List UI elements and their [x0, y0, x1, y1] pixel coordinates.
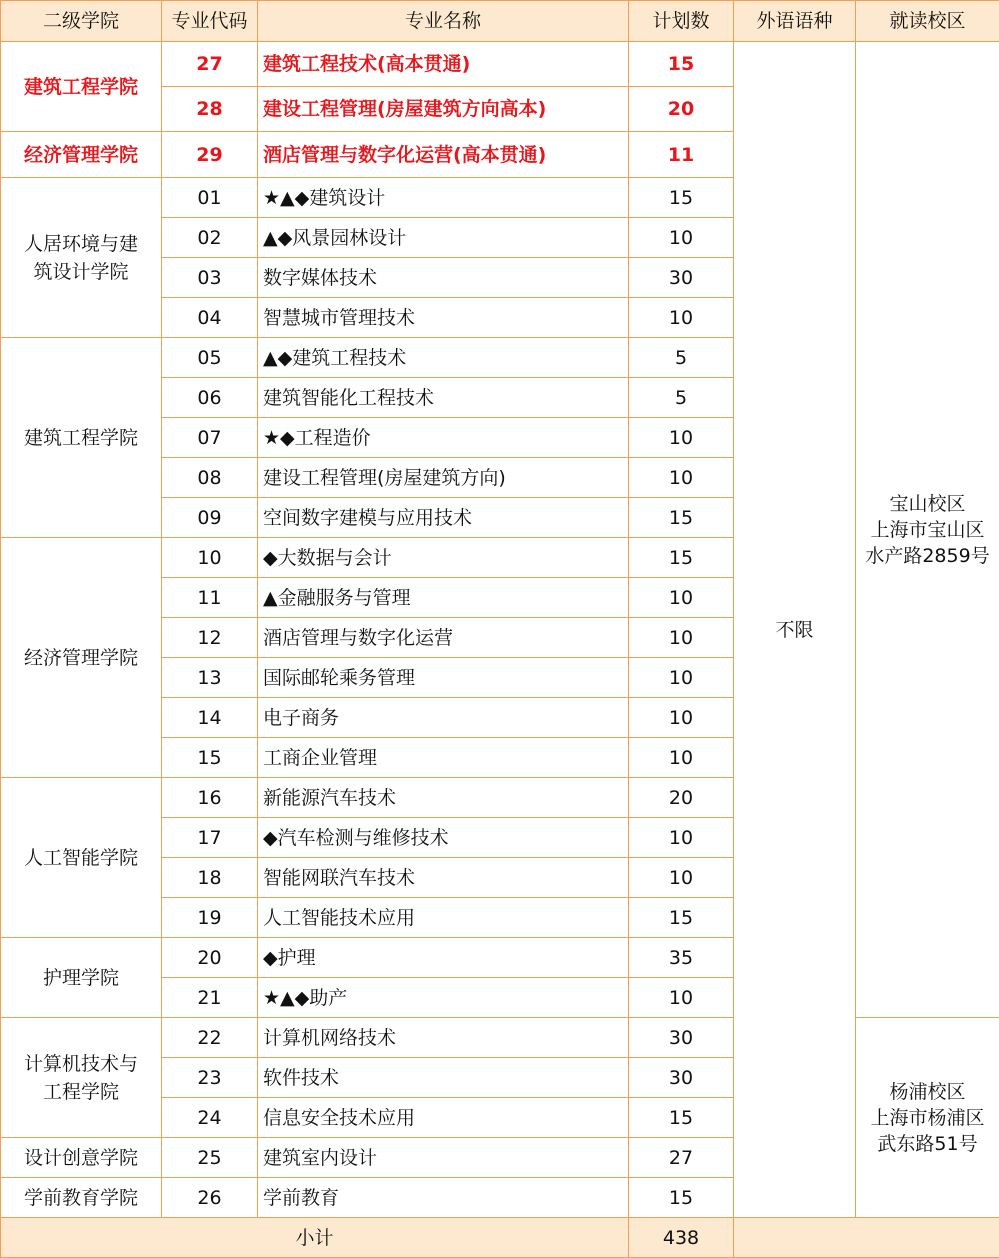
major-name: 计算机网络技术 [258, 1018, 629, 1058]
major-code: 24 [162, 1098, 258, 1138]
major-name: 学前教育 [258, 1178, 629, 1218]
plan-count: 5 [629, 338, 734, 378]
college-cell: 护理学院 [1, 938, 162, 1018]
major-name: ◆护理 [258, 938, 629, 978]
plan-count: 20 [629, 87, 734, 132]
total-row [1, 1218, 999, 1258]
header-major-name: 专业名称 [258, 1, 629, 42]
header-plan-count: 计划数 [629, 1, 734, 42]
campus-address-line1: 上海市宝山区 [856, 517, 999, 543]
major-code: 23 [162, 1058, 258, 1098]
header-language: 外语语种 [734, 1, 856, 42]
major-name: 工商企业管理 [258, 738, 629, 778]
major-name: 空间数字建模与应用技术 [258, 498, 629, 538]
plan-count: 30 [629, 1018, 734, 1058]
college-cell [1, 1018, 162, 1138]
major-name: ▲◆建筑工程技术 [258, 338, 629, 378]
plan-count: 15 [629, 1098, 734, 1138]
major-code: 29 [162, 132, 258, 178]
major-name: 建设工程管理(房屋建筑方向) [258, 458, 629, 498]
major-name: 建设工程管理(房屋建筑方向高本) [258, 87, 629, 132]
major-name: 建筑室内设计 [258, 1138, 629, 1178]
major-code: 19 [162, 898, 258, 938]
major-name: ★▲◆助产 [258, 978, 629, 1018]
major-code: 28 [162, 87, 258, 132]
plan-count: 15 [629, 498, 734, 538]
plan-count: 10 [629, 818, 734, 858]
college-cell: 设计创意学院 [1, 1138, 162, 1178]
campus-address-line2: 武东路51号 [856, 1131, 999, 1157]
major-code: 10 [162, 538, 258, 578]
major-code: 20 [162, 938, 258, 978]
college-cell: 经济管理学院 [1, 538, 162, 778]
plan-count: 10 [629, 738, 734, 778]
major-code: 09 [162, 498, 258, 538]
major-name: 电子商务 [258, 698, 629, 738]
major-code: 08 [162, 458, 258, 498]
major-code: 22 [162, 1018, 258, 1058]
college-cell: 建筑工程学院 [1, 338, 162, 538]
header-campus: 就读校区 [856, 1, 999, 42]
plan-count: 15 [629, 178, 734, 218]
table-row [1, 42, 999, 87]
major-name: 智慧城市管理技术 [258, 298, 629, 338]
plan-count: 10 [629, 458, 734, 498]
major-code: 07 [162, 418, 258, 458]
major-code: 16 [162, 778, 258, 818]
major-name: 酒店管理与数字化运营 [258, 618, 629, 658]
major-code: 21 [162, 978, 258, 1018]
college-cell: 经济管理学院 [1, 132, 162, 178]
major-code: 01 [162, 178, 258, 218]
campus-address-line1: 上海市杨浦区 [856, 1105, 999, 1131]
major-code: 02 [162, 218, 258, 258]
campus-name: 宝山校区 [856, 491, 999, 517]
major-code: 25 [162, 1138, 258, 1178]
major-code: 06 [162, 378, 258, 418]
major-name: 新能源汽车技术 [258, 778, 629, 818]
campus-baoshan [856, 42, 999, 1018]
total-label: 小计 [1, 1218, 629, 1258]
college-cell: 学前教育学院 [1, 1178, 162, 1218]
major-name: ◆汽车检测与维修技术 [258, 818, 629, 858]
plan-count: 30 [629, 258, 734, 298]
campus-name: 杨浦校区 [856, 1079, 999, 1105]
major-name: 建筑工程技术(高本贯通) [258, 42, 629, 87]
college-cell: 人工智能学院 [1, 778, 162, 938]
plan-count: 10 [629, 578, 734, 618]
plan-count: 15 [629, 42, 734, 87]
major-name: 国际邮轮乘务管理 [258, 658, 629, 698]
major-code: 03 [162, 258, 258, 298]
plan-count: 10 [629, 298, 734, 338]
major-code: 14 [162, 698, 258, 738]
plan-count: 10 [629, 618, 734, 658]
header-code: 专业代码 [162, 1, 258, 42]
major-code: 12 [162, 618, 258, 658]
major-code: 05 [162, 338, 258, 378]
plan-count: 35 [629, 938, 734, 978]
major-name: 人工智能技术应用 [258, 898, 629, 938]
plan-count: 5 [629, 378, 734, 418]
plan-count: 30 [629, 1058, 734, 1098]
plan-count: 15 [629, 898, 734, 938]
language-cell: 不限 [734, 42, 856, 1218]
major-name: 酒店管理与数字化运营(高本贯通) [258, 132, 629, 178]
plan-count: 10 [629, 698, 734, 738]
major-code: 15 [162, 738, 258, 778]
header-row [1, 1, 999, 42]
plan-count: 27 [629, 1138, 734, 1178]
major-code: 17 [162, 818, 258, 858]
plan-count: 20 [629, 778, 734, 818]
college-cell [1, 178, 162, 338]
plan-count: 15 [629, 1178, 734, 1218]
major-code: 11 [162, 578, 258, 618]
plan-count: 10 [629, 978, 734, 1018]
plan-count: 10 [629, 218, 734, 258]
plan-count: 10 [629, 418, 734, 458]
total-empty-cell [734, 1218, 999, 1258]
major-code: 04 [162, 298, 258, 338]
major-code: 18 [162, 858, 258, 898]
plan-count: 15 [629, 538, 734, 578]
major-name: ▲金融服务与管理 [258, 578, 629, 618]
major-name: ★▲◆建筑设计 [258, 178, 629, 218]
campus-address-line2: 水产路2859号 [856, 543, 999, 569]
total-value: 438 [629, 1218, 734, 1258]
campus-yangpu [856, 1018, 999, 1218]
major-name: ▲◆风景园林设计 [258, 218, 629, 258]
major-code: 27 [162, 42, 258, 87]
major-name: 建筑智能化工程技术 [258, 378, 629, 418]
college-name: 人居环境与建筑设计学院 [16, 230, 146, 286]
major-code: 13 [162, 658, 258, 698]
plan-count: 11 [629, 132, 734, 178]
major-code: 26 [162, 1178, 258, 1218]
college-cell: 建筑工程学院 [1, 42, 162, 132]
major-name: 软件技术 [258, 1058, 629, 1098]
major-name: 智能网联汽车技术 [258, 858, 629, 898]
header-college: 二级学院 [1, 1, 162, 42]
plan-count: 10 [629, 658, 734, 698]
major-name: ★◆工程造价 [258, 418, 629, 458]
major-name: 信息安全技术应用 [258, 1098, 629, 1138]
major-name: 数字媒体技术 [258, 258, 629, 298]
plan-count: 10 [629, 858, 734, 898]
college-name: 计算机技术与工程学院 [16, 1050, 146, 1106]
major-name: ◆大数据与会计 [258, 538, 629, 578]
